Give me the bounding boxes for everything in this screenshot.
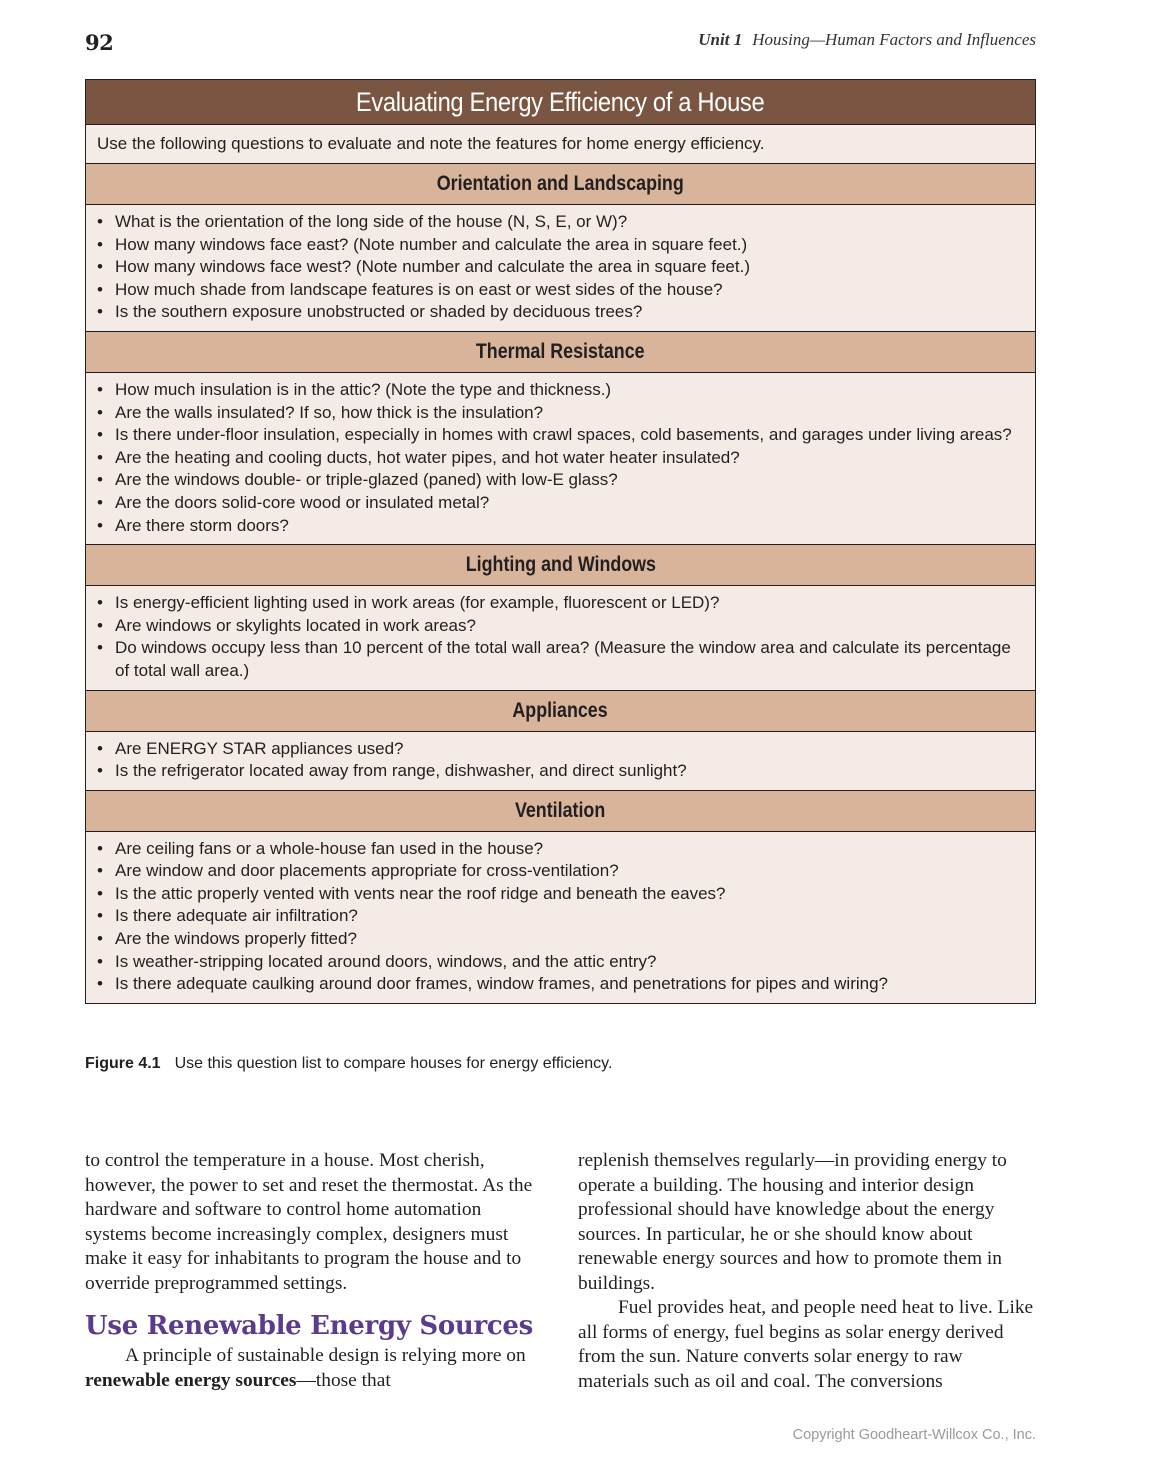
body-column-right bbox=[578, 1149, 1038, 1394]
section-header-orientation bbox=[86, 164, 1035, 205]
list-item: • Is the refrigerator located away from range, dishwasher, and direct sunlight? bbox=[97, 760, 1024, 783]
figure-title-text: Evaluating Energy Efficiency of a House bbox=[356, 87, 765, 117]
list-item: • Is the attic properly vented with vents near the roof ridge and beneath the eaves? bbox=[97, 883, 1024, 906]
body-text: —those that bbox=[296, 1369, 391, 1391]
list-item: • Are window and door placements appropriate for cross-ventilation? bbox=[97, 860, 1024, 883]
section-body-lighting bbox=[86, 586, 1035, 690]
list-item: • Is weather-stripping located around doors, windows, and the attic entry? bbox=[97, 951, 1024, 974]
unit-title: Housing—Human Factors and Influences bbox=[752, 30, 1036, 49]
section-body-orientation bbox=[86, 205, 1035, 332]
list-item: • Are there storm doors? bbox=[97, 515, 1024, 538]
list-item: • Is energy-efficient lighting used in work areas (for example, fluorescent or LED)? bbox=[97, 592, 1024, 615]
energy-efficiency-checklist bbox=[85, 79, 1036, 1004]
section-body-ventilation bbox=[86, 832, 1035, 1003]
list-item: • Are the walls insulated? If so, how thick is the insulation? bbox=[97, 402, 1024, 425]
figure-label: Figure 4.1 bbox=[85, 1055, 161, 1072]
body-column-left bbox=[85, 1149, 545, 1393]
bullet-list bbox=[97, 838, 1024, 996]
figure-title bbox=[86, 80, 1035, 125]
list-item: • Are ceiling fans or a whole-house fan used in the house? bbox=[97, 838, 1024, 861]
list-item: • How much insulation is in the attic? (Note the type and thickness.) bbox=[97, 379, 1024, 402]
list-item: • Is there under-floor insulation, especially in homes with crawl spaces, cold basements, and garages under living areas? bbox=[97, 424, 1024, 447]
section-header-text: Lighting and Windows bbox=[465, 553, 656, 577]
bullet-list bbox=[97, 379, 1024, 537]
list-item: • Are the heating and cooling ducts, hot water pipes, and hot water heater insulated? bbox=[97, 447, 1024, 470]
section-body-thermal bbox=[86, 373, 1035, 545]
body-text: A principle of sustainable design is relying more on bbox=[125, 1345, 526, 1366]
list-item: • Is the southern exposure unobstructed or shaded by deciduous trees? bbox=[97, 301, 1024, 324]
section-header-text: Appliances bbox=[512, 698, 609, 722]
list-item: • What is the orientation of the long side of the house (N, S, E, or W)? bbox=[97, 211, 1024, 234]
section-body-appliances bbox=[86, 732, 1035, 791]
list-item: • Are the windows properly fitted? bbox=[97, 928, 1024, 951]
body-paragraph: Fuel provides heat, and people need heat to live. Like all forms of energy, fuel begins as solar energy derived from the sun. Nature converts solar energy to raw materials such as oil and coal. The conversions bbox=[578, 1297, 1034, 1392]
bullet-list bbox=[97, 738, 1024, 783]
copyright-notice: Copyright Goodheart-Willcox Co., Inc. bbox=[792, 1427, 1036, 1443]
bullet-list bbox=[97, 592, 1024, 682]
list-item: • Do windows occupy less than 10 percent of the total wall area? (Measure the window area and calculate its percentage of total wall area.) bbox=[97, 637, 1024, 682]
list-item: • Are windows or skylights located in work areas? bbox=[97, 615, 1024, 638]
section-header-ventilation bbox=[86, 791, 1035, 832]
list-item: • How much shade from landscape features is on east or west sides of the house? bbox=[97, 279, 1024, 302]
page-number: 92 bbox=[85, 30, 114, 55]
bullet-list bbox=[97, 211, 1024, 324]
list-item: • Are the windows double- or triple-glazed (paned) with low-E glass? bbox=[97, 469, 1024, 492]
section-heading: Use Renewable Energy Sources bbox=[85, 1311, 534, 1341]
list-item: • How many windows face west? (Note number and calculate the area in square feet.) bbox=[97, 256, 1024, 279]
unit-header bbox=[698, 30, 1036, 50]
section-header-text: Orientation and Landscaping bbox=[437, 172, 684, 195]
list-item: • How many windows face east? (Note number and calculate the area in square feet.) bbox=[97, 234, 1024, 257]
unit-label: Unit 1 bbox=[698, 30, 743, 49]
body-paragraph bbox=[85, 1344, 545, 1393]
figure-intro: Use the following questions to evaluate and note the features for home energy efficiency. bbox=[86, 125, 1035, 164]
section-header-text: Ventilation bbox=[515, 798, 606, 822]
section-header-lighting bbox=[86, 545, 1035, 586]
list-item: • Are ENERGY STAR appliances used? bbox=[97, 738, 1024, 761]
figure-caption-text: Use this question list to compare houses for energy efficiency. bbox=[174, 1055, 613, 1072]
section-header-text: Thermal Resistance bbox=[476, 339, 645, 363]
section-header-thermal bbox=[86, 332, 1035, 373]
figure-caption bbox=[85, 1055, 612, 1073]
list-item: • Is there adequate caulking around door frames, window frames, and penetrations for pipes and wiring? bbox=[97, 973, 1024, 996]
body-paragraph: replenish themselves regularly—in providing energy to operate a building. The housing and interior design professional should have knowledge about the energy sources. In particular, he or she should know about renewable energy sources and how to promote them in buildings. bbox=[578, 1150, 1007, 1294]
key-term: renewable energy sources bbox=[85, 1369, 297, 1391]
body-paragraph: to control the temperature in a house. Most cherish, however, the power to set and reset the thermostat. As the hardware and software to control home automation systems become increasingly complex, designers must make it easy for inhabitants to program the house and to override preprogrammed settings. bbox=[85, 1150, 533, 1294]
list-item: • Is there adequate air infiltration? bbox=[97, 905, 1024, 928]
section-header-appliances bbox=[86, 691, 1035, 732]
running-head bbox=[85, 28, 1036, 58]
list-item: • Are the doors solid-core wood or insulated metal? bbox=[97, 492, 1024, 515]
